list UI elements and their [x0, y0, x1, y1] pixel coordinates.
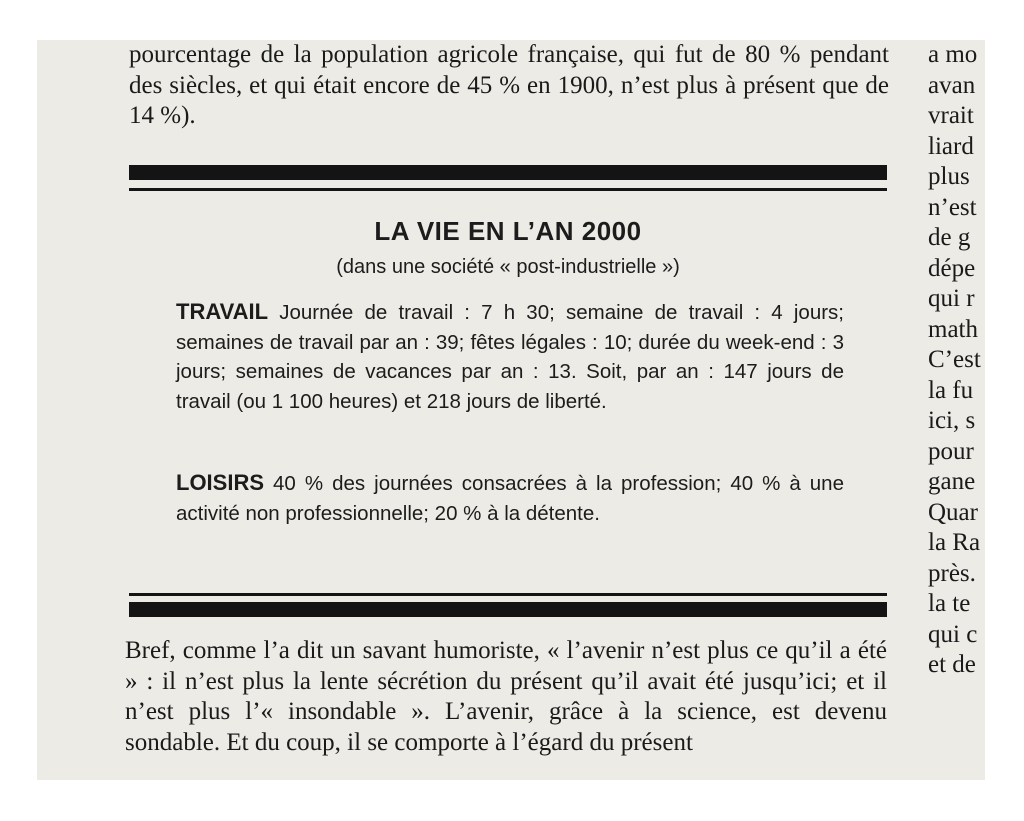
right-column-line: de g — [928, 224, 971, 251]
loisirs-label: LOISIRS — [176, 470, 265, 495]
travail-label: TRAVAIL — [176, 299, 269, 324]
bottom-paragraph: Bref, comme l’a dit un savant humoriste, « l’avenir n’est plus ce qu’il a été » : il n’est plus la lente sécrétion du présent qu’il avait été jusqu’ici; et il n’est plus l’« insondable ». L’avenir, grâce à la science, est devenu sondable. Et du coup, il se comporte à l’égard du présent — [125, 637, 887, 756]
right-column-line: et de — [928, 651, 976, 678]
right-column-line: pour — [928, 437, 974, 465]
right-column-line: ici, s — [928, 407, 976, 434]
loisirs-paragraph — [176, 468, 844, 528]
right-column-text — [928, 40, 985, 681]
box-bottom-thin-rule — [129, 593, 887, 596]
right-column-line: Quar — [928, 498, 978, 526]
right-column-line: la te — [928, 590, 971, 617]
right-column-line: gane — [928, 468, 976, 495]
right-column-line: dépe — [928, 254, 976, 282]
right-column-line: qui r — [928, 285, 975, 312]
right-column-line: math — [928, 315, 978, 343]
magazine-page — [37, 40, 985, 780]
box-top-thin-rule — [129, 188, 887, 191]
right-column-line: plus — [928, 163, 970, 190]
right-column-line: la fu — [928, 376, 974, 404]
right-column-line: C’est — [928, 346, 981, 373]
box-bottom-thick-rule — [129, 602, 887, 617]
top-article-text — [129, 42, 889, 132]
top-paragraph: pourcentage de la population agricole française, qui fut de 80 % pendant des siècles, et qui était encore de 45 % en 1900, n’est plus à présent que de 14 %). — [129, 41, 889, 129]
right-column-line: avan — [928, 71, 976, 99]
travail-paragraph — [176, 297, 844, 416]
right-column-line: liard — [928, 132, 974, 160]
right-column-line: a mo — [928, 41, 978, 68]
box-subtitle: (dans une société « post-industrielle ») — [336, 256, 680, 278]
box-top-thick-rule — [129, 165, 887, 180]
travail-text: Journée de travail : 7 h 30; semaine de travail : 4 jours; semaines de travail par an : 39; fêtes légales : 10; durée du week-end : 3 jours; semaines de vacances par an : 13. Soit, par an : 147 jours de travail (ou 1 100 heures) et 218 jours de liberté. — [176, 301, 844, 413]
right-column-line: la Ra — [928, 529, 981, 556]
loisirs-text: 40 % des journées consacrées à la profession; 40 % à une activité non professionnelle; 20 % à la détente. — [176, 472, 844, 525]
right-column-line: qui c — [928, 620, 978, 648]
right-column-line: près. — [928, 559, 976, 587]
right-column-line: vrait — [928, 102, 974, 129]
box-title: LA VIE EN L’AN 2000 — [374, 216, 642, 246]
right-column-line: n’est — [928, 193, 977, 221]
